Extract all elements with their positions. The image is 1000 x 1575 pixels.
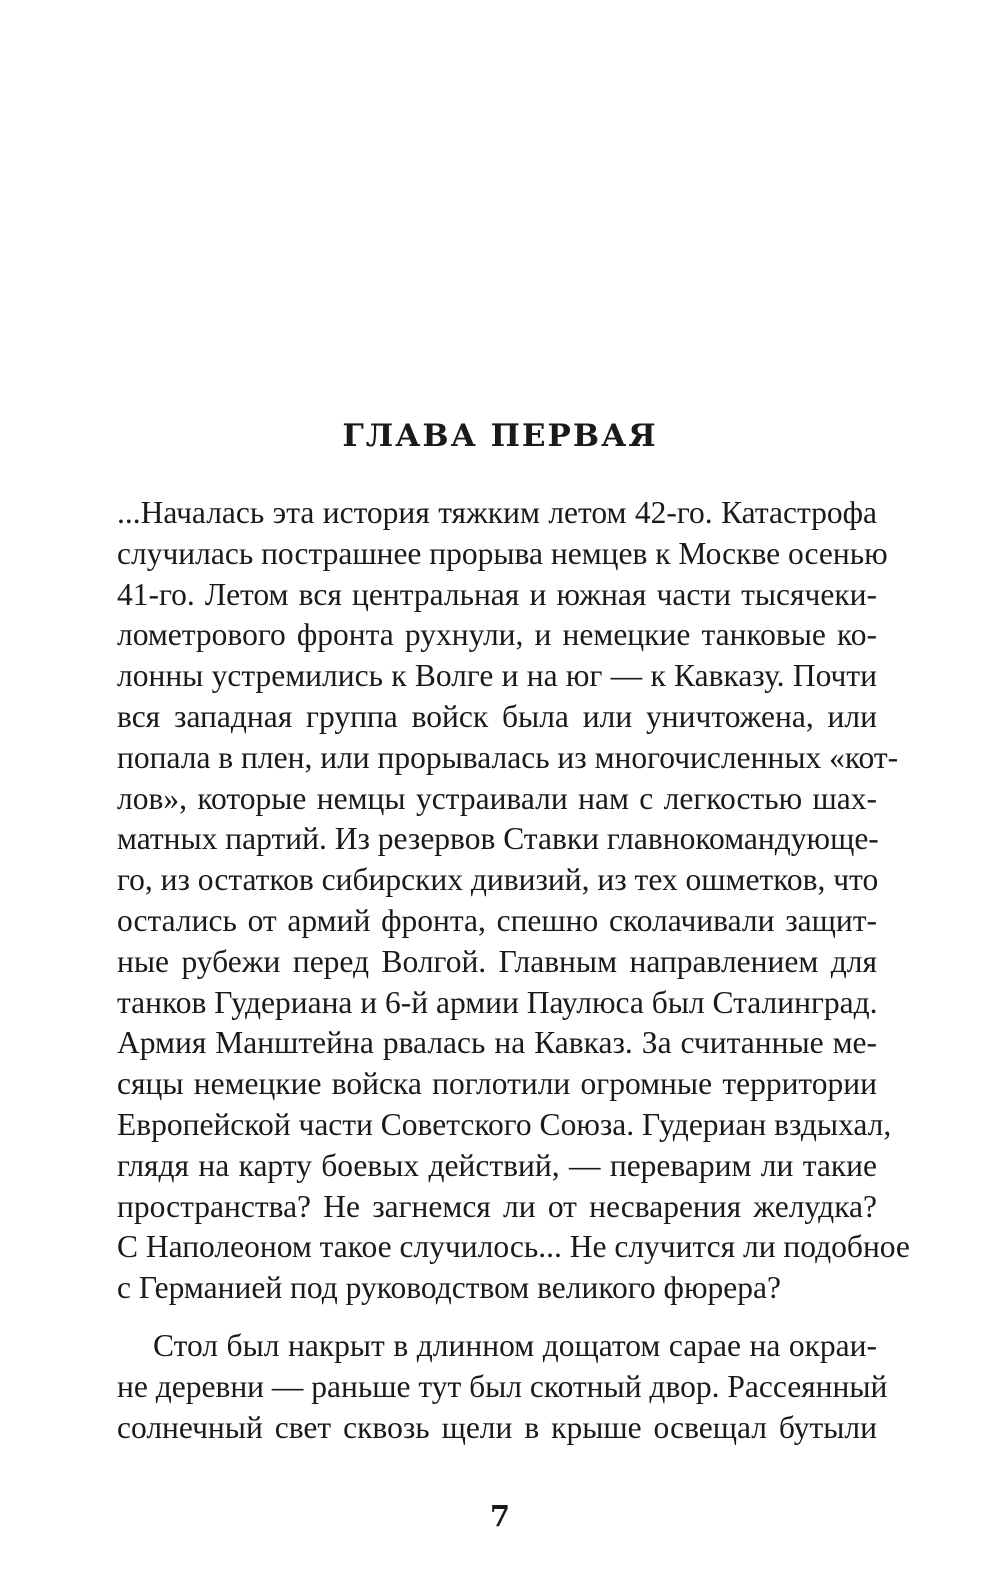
text-line: го, из остатков сибирских дивизий, из тех ошметков, что	[117, 862, 879, 898]
paragraph-2	[117, 1326, 888, 1448]
text-line: ные рубежи перед Волгой. Главным направлением для	[117, 943, 877, 979]
text-line: глядя на карту боевых действий, — переварим ли такие	[117, 1147, 877, 1183]
text-line: сяцы немецкие войска поглотили огромные территории	[117, 1066, 877, 1102]
text-line: с Германией под руководством великого фюрера?	[117, 1270, 781, 1306]
text-line: солнечный свет сквозь щели в крыше освещал бутыли	[117, 1409, 877, 1445]
text-line: пространства? Не загнемся ли от несварения желудка?	[117, 1188, 877, 1224]
paragraph-1	[117, 493, 910, 1309]
text-line: матных партий. Из резервов Ставки главнокомандующе-	[117, 821, 879, 857]
page-number: 7	[489, 1499, 511, 1533]
text-line: лометрового фронта рухнули, и немецкие танковые ко-	[117, 617, 877, 653]
text-line: лов», которые немцы устраивали нам с легкостью шах-	[117, 780, 877, 816]
chapter-title: ГЛАВА ПЕРВАЯ	[342, 418, 658, 454]
text-line: случилась пострашнее прорыва немцев к Москве осенью	[117, 535, 888, 571]
text-line: Армия Манштейна рвалась на Кавказ. За считанные ме-	[117, 1025, 877, 1061]
text-line: Европейской части Советского Союза. Гудериан вздыхал,	[117, 1106, 892, 1142]
text-line: попала в плен, или прорывалась из многочисленных «кот-	[117, 739, 899, 775]
text-line: танков Гудериана и 6-й армии Паулюса был Сталинград.	[117, 984, 878, 1020]
text-line: вся западная группа войск была или уничтожена, или	[117, 698, 877, 734]
text-line: остались от армий фронта, спешно сколачивали защит-	[117, 902, 877, 938]
text-line: Стол был накрыт в длинном дощатом сарае на окраи-	[153, 1328, 877, 1363]
text-line: лонны устремились к Волге и на юг — к Кавказу. Почти	[117, 658, 877, 694]
text-line: ...Началась эта история тяжким летом 42-го. Катастрофа	[117, 495, 877, 530]
text-line: не деревни — раньше тут был скотный двор. Рассеянный	[117, 1368, 888, 1404]
text-line: С Наполеоном такое случилось... Не случится ли подобное	[117, 1229, 910, 1265]
text-line: 41-го. Летом вся центральная и южная части тысячеки-	[117, 576, 877, 612]
